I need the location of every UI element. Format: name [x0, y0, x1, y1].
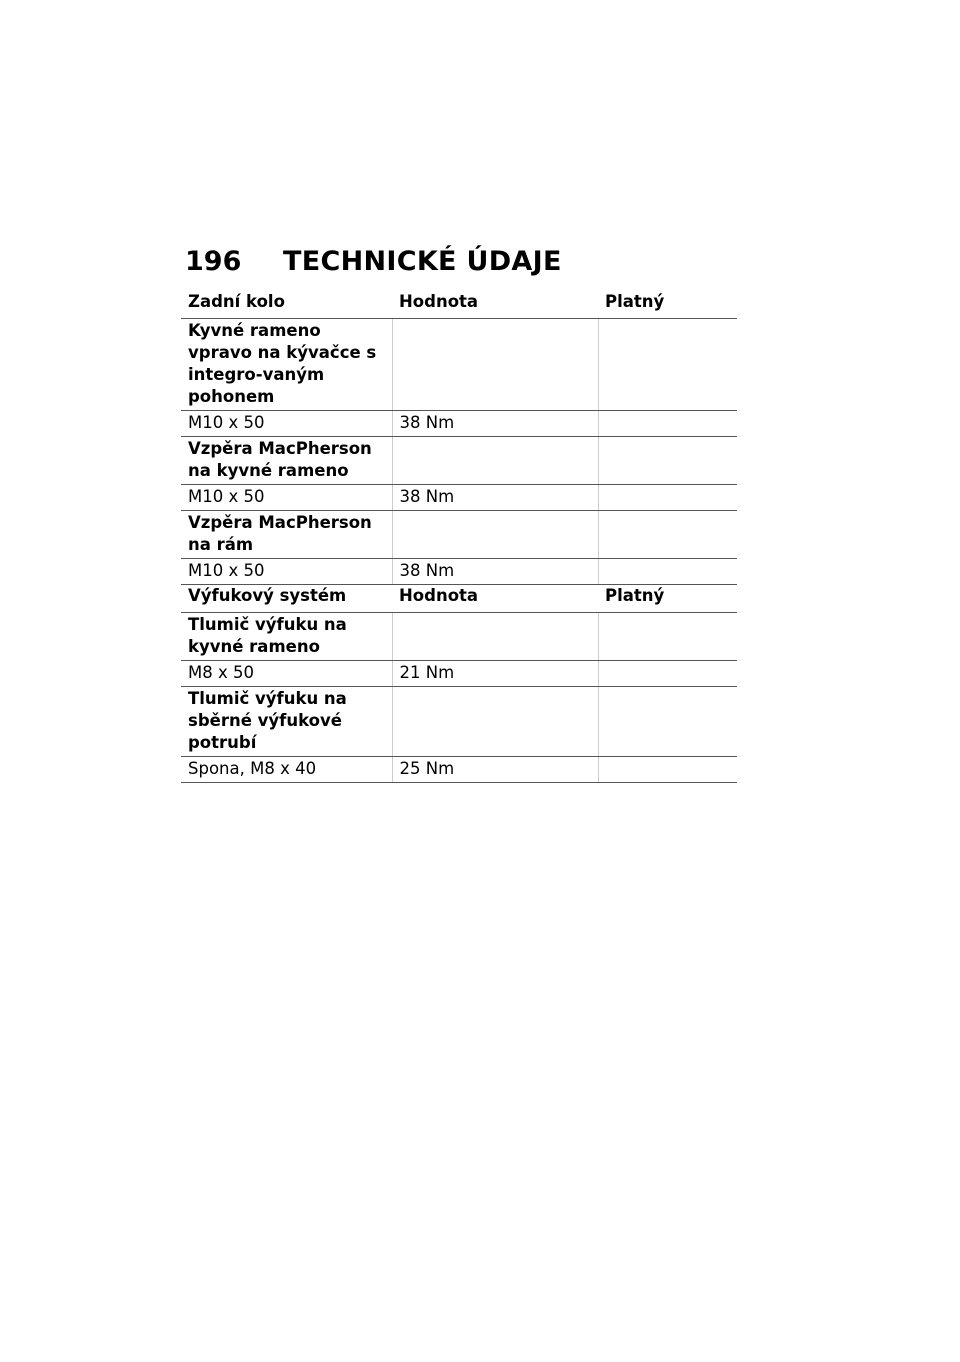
page-title: TECHNICKÉ ÚDAJE: [283, 246, 562, 277]
valid-cell: [598, 661, 737, 687]
valid-cell: [598, 411, 737, 437]
table-row: [181, 511, 737, 559]
component-name: Tlumič výfuku na kyvné rameno: [181, 613, 392, 661]
valid-cell: [598, 511, 737, 559]
column-header-value: Hodnota: [392, 579, 598, 613]
exhaust-system-torque-table: [181, 579, 737, 783]
torque-value: [392, 511, 598, 559]
bolt-spec: M8 x 50: [181, 661, 392, 687]
column-header-value: Hodnota: [392, 285, 598, 319]
component-name: Vzpěra MacPherson na kyvné rameno: [181, 437, 392, 485]
valid-cell: [598, 485, 737, 511]
valid-cell: [598, 687, 737, 757]
page-header: [185, 244, 745, 280]
valid-cell: [598, 613, 737, 661]
component-name: Kyvné rameno vpravo na kývačce s integro-vaným pohonem: [181, 319, 392, 411]
torque-value: [392, 613, 598, 661]
component-name: Tlumič výfuku na sběrné výfukové potrubí: [181, 687, 392, 757]
table-row: [181, 661, 737, 687]
torque-value: 38 Nm: [392, 559, 598, 585]
valid-cell: [598, 319, 737, 411]
valid-cell: [598, 757, 737, 783]
table-row: [181, 687, 737, 757]
torque-value: 21 Nm: [392, 661, 598, 687]
bolt-spec: Spona, M8 x 40: [181, 757, 392, 783]
torque-value: [392, 437, 598, 485]
table-header-row: [181, 285, 737, 319]
table-row: [181, 613, 737, 661]
torque-value: 38 Nm: [392, 485, 598, 511]
column-header-valid: Platný: [598, 285, 737, 319]
torque-value: 25 Nm: [392, 757, 598, 783]
component-name: Vzpěra MacPherson na rám: [181, 511, 392, 559]
table-header-row: [181, 579, 737, 613]
column-header-component: Výfukový systém: [181, 579, 392, 613]
table-row: [181, 437, 737, 485]
torque-value: 38 Nm: [392, 411, 598, 437]
table-row: [181, 319, 737, 411]
bolt-spec: M10 x 50: [181, 485, 392, 511]
torque-value: [392, 319, 598, 411]
table-row: [181, 411, 737, 437]
page-number: 196: [185, 246, 242, 277]
bolt-spec: M10 x 50: [181, 411, 392, 437]
bolt-spec: M10 x 50: [181, 559, 392, 585]
table-row: [181, 757, 737, 783]
torque-value: [392, 687, 598, 757]
column-header-valid: Platný: [598, 579, 737, 613]
table-row: [181, 485, 737, 511]
column-header-component: Zadní kolo: [181, 285, 392, 319]
rear-wheel-torque-table: [181, 285, 737, 585]
valid-cell: [598, 437, 737, 485]
